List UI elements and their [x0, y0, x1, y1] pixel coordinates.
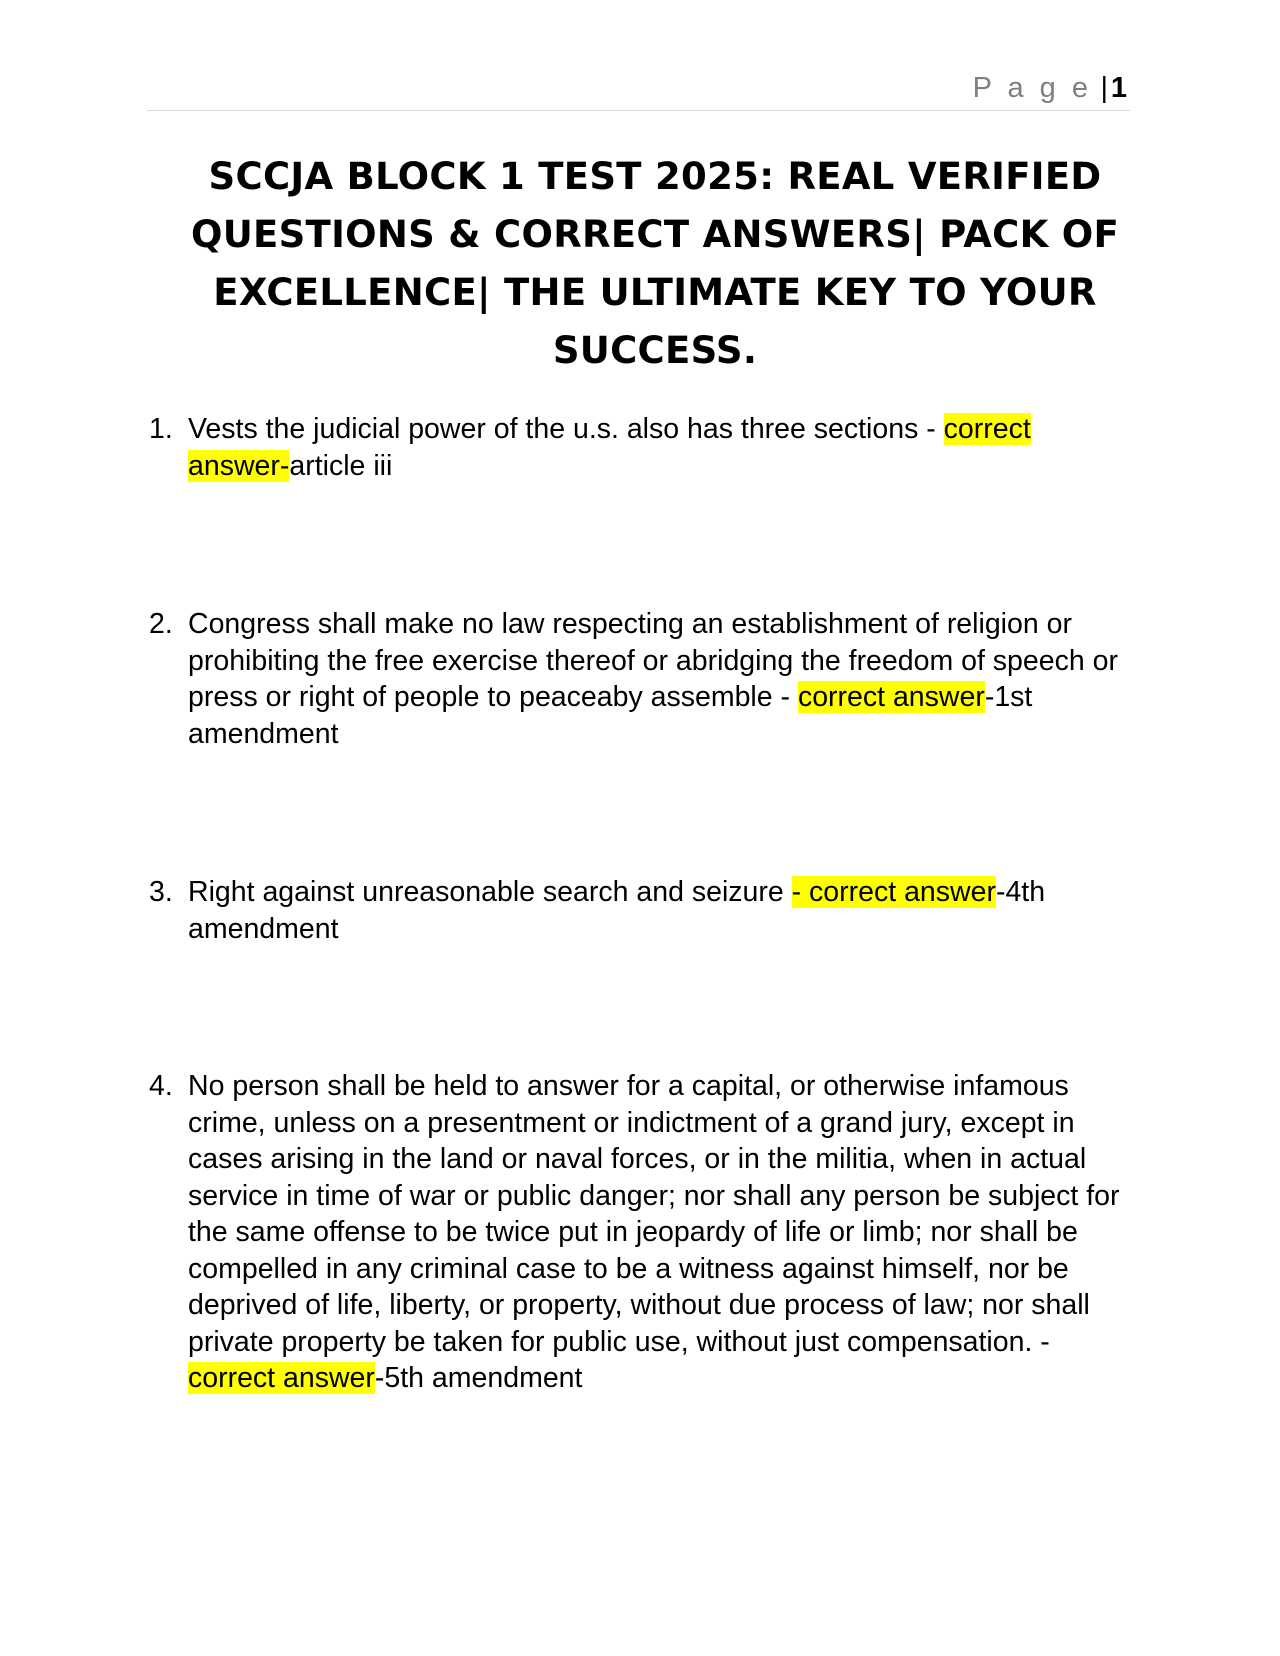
item-number: 2. — [149, 608, 173, 640]
answer-text: -5th amendment — [374, 1362, 583, 1394]
correct-answer-highlight: correct answer — [188, 1362, 375, 1394]
list-item — [147, 606, 1137, 752]
question-text: No person shall be held to answer for a capital, or otherwise infamous crime, unless on a presentment or indictment of a grand jury, except in cases arising in the land or naval forces, or in the militia, when in actual service in time of war or public danger; nor shall any person be subject for the same offense to be twice put in jeopardy of life or limb; nor shall be compelled in any criminal case to be a witness against himself, nor be deprived of life, liberty, or property, without due process of law; nor shall private property be taken for public use, without just compensation. - — [188, 1070, 1120, 1358]
item-text — [188, 606, 1137, 752]
page-label: P a g e — [972, 72, 1092, 104]
correct-answer-highlight: correct answer- — [188, 413, 1031, 482]
question-text: Congress shall make no law respecting an establishment of religion or prohibiting the free exercise thereof or abridging the freedom of speech or press or right of people to peaceaby assemble - — [188, 608, 1118, 713]
correct-answer-highlight: - correct answer — [791, 876, 996, 908]
page-separator: | — [1100, 72, 1108, 104]
question-text: Vests the judicial power of the u.s. also has three sections - — [188, 413, 944, 445]
list-item — [147, 1068, 1137, 1397]
document-title: SCCJA BLOCK 1 TEST 2025: REAL VERIFIED QUESTIONS & CORRECT ANSWERS| PACK OF EXCELLENCE| THE ULTIMATE KEY TO YOUR SUCCESS. — [190, 155, 1120, 372]
item-text — [188, 1068, 1137, 1397]
item-number: 4. — [149, 1070, 173, 1102]
list-item — [147, 411, 1137, 484]
question-text: Right against unreasonable search and seizure — [188, 876, 792, 908]
item-text — [188, 874, 1137, 947]
answer-text: -4th amendment — [188, 876, 1046, 945]
page-number: 1 — [1110, 72, 1127, 104]
list-item — [147, 874, 1137, 947]
page-header — [147, 72, 1130, 111]
answer-text: -1st amendment — [188, 681, 1033, 750]
item-number: 1. — [149, 413, 173, 445]
correct-answer-highlight: correct answer — [797, 681, 985, 713]
item-number: 3. — [149, 876, 173, 908]
answer-text: article iii — [289, 449, 393, 482]
item-text — [188, 411, 1137, 484]
